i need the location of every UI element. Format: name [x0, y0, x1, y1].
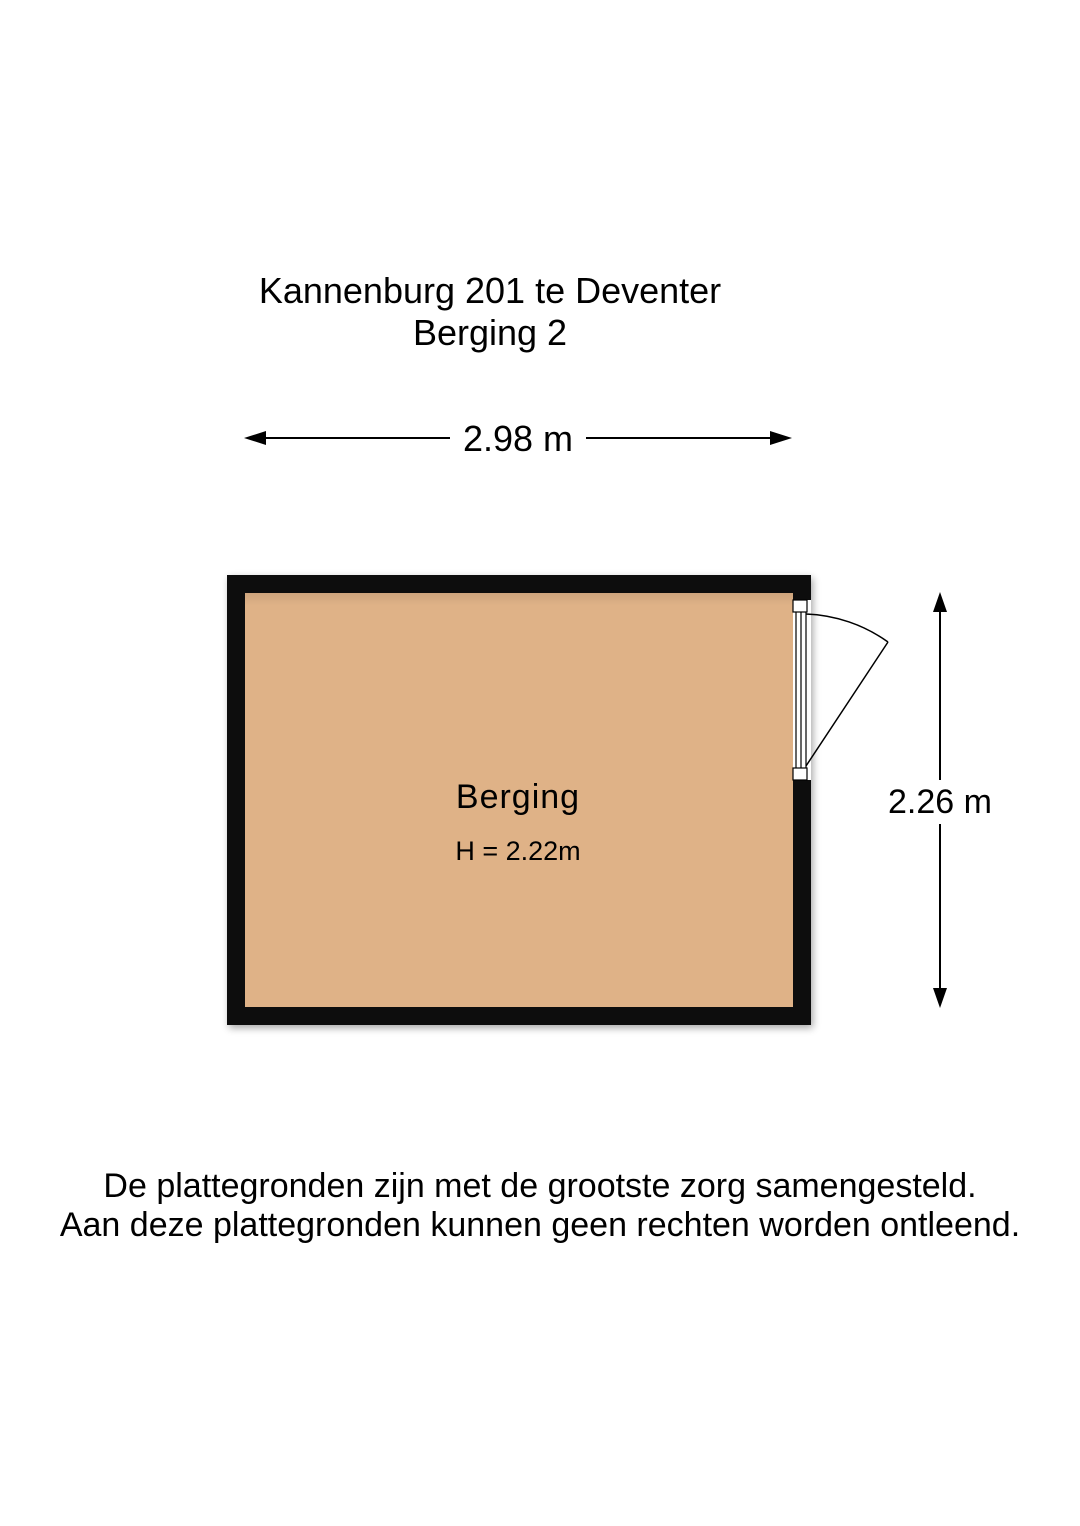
disclaimer-line-1: De plattegronden zijn met de grootste zorg samengesteld.	[103, 1167, 977, 1205]
room-name-label: Berging	[455, 778, 581, 816]
depth-dimension-label: 2.26 m	[870, 780, 1010, 824]
room-height-label: H = 2.22m	[455, 836, 581, 866]
plan-subtitle: Berging 2	[412, 312, 568, 353]
disclaimer-line-2: Aan deze plattegronden kunnen geen rechten worden ontleend.	[59, 1206, 1021, 1244]
door-swing-arc	[806, 614, 888, 642]
door	[793, 600, 888, 780]
door-leaf	[806, 642, 888, 766]
disclaimer	[0, 1167, 1080, 1245]
plan-title: Kannenburg 201 te Deventer	[258, 270, 722, 311]
width-dimension-label: 2.98 m	[450, 418, 586, 460]
